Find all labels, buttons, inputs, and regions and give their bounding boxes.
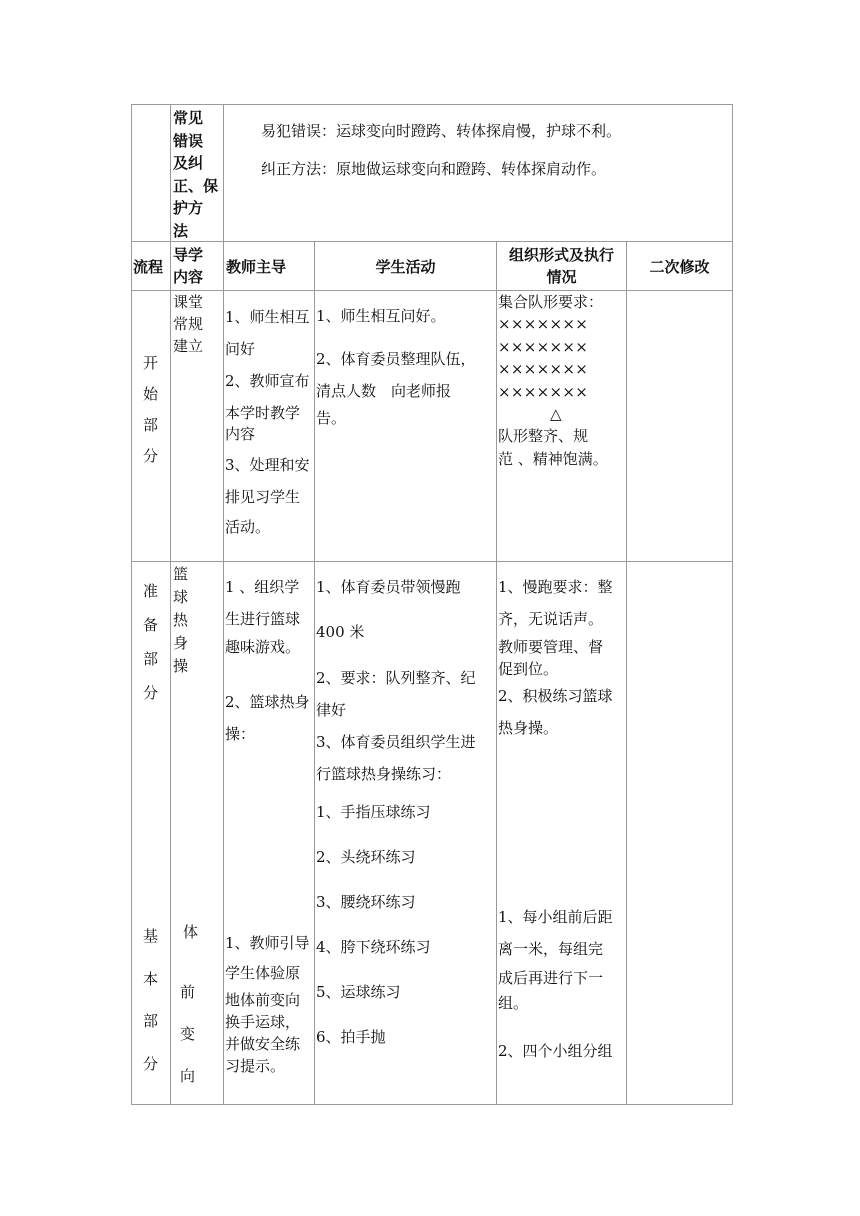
teacher-basic: 1、教师引导 学生体验原 地体前变向 换手运球， 并做安全练 习提示。 (225, 934, 310, 1075)
table-bottom-border (131, 1104, 733, 1105)
header-organization: 组织形式及执行 情况 (508, 246, 614, 286)
organization-basic: 1、每小组前后距 离一米，每组完 成后再进行下一 组。 2、四个小组分组 (498, 908, 613, 1060)
formation-grid: ××××××× ××××××× ××××××× ××××××× (498, 315, 589, 401)
header-teacher: 教师主导 (226, 258, 287, 276)
errors-label: 常见 错误 及纠 正、保 护方 法 (173, 109, 219, 240)
stage-basic: 基 本 部 分 (142, 927, 158, 1073)
organization-opening: 集合队形要求： ××××××× ××××××× ××××××× ××××××× △ 队形整齐、规 范 、精神饱满。 (498, 291, 625, 471)
col-divider-4 (496, 241, 497, 1105)
correction-method-text: 纠正方法：原地做运球变向和蹬跨、转体探肩动作。 (261, 160, 607, 178)
header-student: 学生活动 (375, 258, 436, 276)
teacher-opening: 1、师生相互 问好 2、教师宣布 本学时教学 内容 3、处理和安 排见习学生 活动。 (225, 308, 310, 536)
col-divider-2 (223, 104, 224, 1105)
header-process: 流程 (133, 258, 164, 276)
col-divider-3 (314, 241, 315, 1105)
stage-warmup: 准 备 部 分 (142, 582, 158, 702)
row-divider (131, 561, 733, 562)
student-warmup: 1、体育委员带领慢跑 400 米 2、要求：队列整齐、纪 律好 3、体育委员组织学生进 行篮球热身操练习： 1、手指压球练习 2、头绕环练习 3、腰绕环练习 4、胯下绕环练习 5、运球练习 6、拍手抛 (316, 578, 476, 1046)
content-warmup: 篮 球 热 身 操 (173, 565, 189, 675)
table-right-border (732, 104, 733, 1105)
content-routine: 课堂 常规 建立 (173, 293, 204, 355)
teacher-warmup: 1 、组织学 生进行篮球 趣味游戏。 2、篮球热身 操： (225, 578, 310, 743)
student-opening: 1、师生相互问好。 2、体育委员整理队伍， 清点人数 向老师报 告。 (316, 307, 476, 427)
teacher-position-marker: △ (550, 405, 562, 423)
header-revision: 二次修改 (649, 258, 710, 276)
organization-warmup: 1、慢跑要求：整 齐，无说话声。 教师要管理、督 促到位。 2、积极练习篮球 热身操。 (498, 578, 613, 737)
table-top-border (131, 104, 733, 105)
stage-opening: 开 始 部 分 (142, 354, 158, 465)
content-crossover: 体 前 变 向 (180, 923, 199, 1085)
col-divider-1 (170, 104, 171, 1105)
header-bottom-border (131, 290, 733, 291)
common-errors-text: 易犯错误：运球变向时蹬跨、转体探肩慢，护球不利。 (261, 122, 622, 140)
header-guide-content: 导学 内容 (173, 246, 204, 286)
col-divider-5 (626, 241, 627, 1105)
